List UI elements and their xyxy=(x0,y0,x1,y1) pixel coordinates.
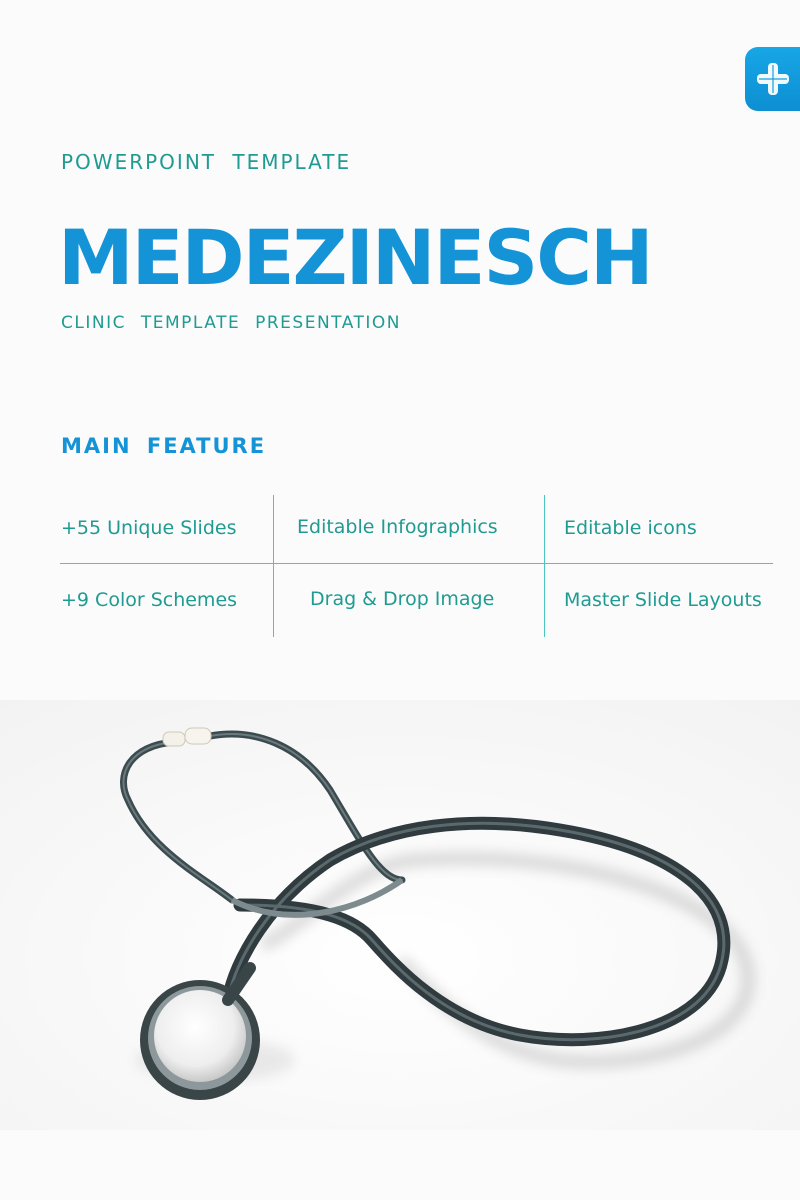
feature-divider xyxy=(273,495,274,637)
feature-divider xyxy=(60,563,773,564)
feature-item: Editable icons xyxy=(564,517,697,539)
feature-item: Master Slide Layouts xyxy=(564,589,762,611)
eyebrow-text: POWERPOINT TEMPLATE xyxy=(61,150,352,174)
feature-item: +55 Unique Slides xyxy=(61,517,237,539)
section-heading: MAIN FEATURE xyxy=(61,434,267,458)
feature-divider xyxy=(544,495,545,637)
feature-item: +9 Color Schemes xyxy=(61,589,238,611)
logo-badge xyxy=(745,47,800,111)
subtitle-text: CLINIC TEMPLATE PRESENTATION xyxy=(61,313,402,333)
feature-grid xyxy=(50,495,775,637)
medical-cross-icon xyxy=(753,59,793,99)
feature-item: Drag & Drop Image xyxy=(310,588,495,610)
feature-item: Editable Infographics xyxy=(297,516,498,538)
page-title: MEDEZINESCH xyxy=(58,213,652,302)
stethoscope-image xyxy=(0,700,800,1130)
